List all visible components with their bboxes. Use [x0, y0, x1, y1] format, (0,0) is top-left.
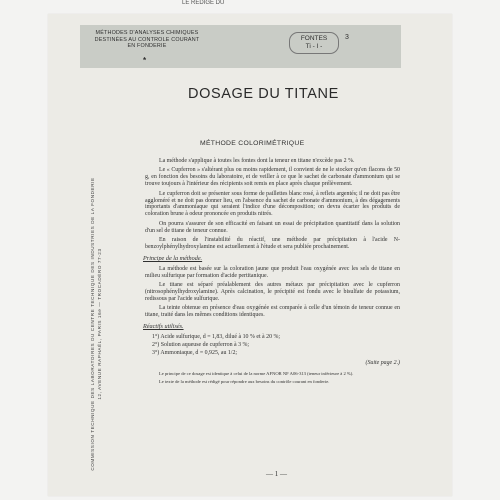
- reagents-list: [145, 334, 400, 357]
- side-line: 12, AVENUE RAPHAËL, PARIS 16e — TROCADÉRO 77-23: [97, 248, 102, 400]
- side-line: COMMISSION TECHNIQUE DES LABORATOIRES DU CENTRE TECHNIQUE DES INDUSTRIES DE LA FONDERIE: [90, 177, 95, 471]
- footnote: Le principe de ce dosage est identique à celui de la norme AFNOR NF A06-313 (teneur inférieure à 2 %).: [159, 370, 354, 376]
- methods-line: DESTINÉES AU CONTROLE COURANT: [94, 36, 200, 43]
- intro-paragraph: En raison de l'instabilité du réactif, une méthode par précipitation à l'acide N-benzoylphénylhydroxylamine est actuellement à l'étude et sera publiée prochainement.: [145, 237, 400, 250]
- page-title: DOSAGE DU TITANE: [188, 86, 339, 102]
- principle-paragraph: Le titane est séparé préalablement des autres métaux par précipitation avec le cupferron (nitrosophénylhydroxylamine). Après calcination, le précipité est fondu avec le bisulfate de potassium, redissous par l'acide sulfurique.: [145, 282, 400, 302]
- star-mark: *: [143, 56, 147, 65]
- category-badge: [289, 32, 339, 54]
- footnote: Le texte de la méthode est rédigé pour répondre aux besoins du contrôle courant en fonderie.: [159, 378, 330, 384]
- reagent-item: 3°) Ammoniaque, d = 0,925, au 1/2;: [152, 349, 238, 356]
- badge-line: FONTES: [300, 35, 328, 42]
- reagent-item: 1°) Acide sulfurique, d = 1,83, dilué à 10 % et à 20 %;: [152, 334, 281, 341]
- top-note: LE RÉDIGÉ DU: [182, 0, 225, 6]
- reagents-heading: Réactifs utilisés.: [143, 323, 184, 331]
- methods-line: MÉTHODES D'ANALYSES CHIMIQUES: [95, 30, 199, 36]
- document-body: [145, 158, 400, 387]
- method-subtitle: MÉTHODE COLORIMÉTRIQUE: [200, 140, 305, 147]
- reagent-item: 2°) Solution aqueuse de cupferron à 3 %;: [152, 341, 250, 348]
- intro-paragraph: La méthode s'applique à toutes les fontes dont la teneur en titane n'excède pas 2 %.: [159, 158, 355, 164]
- intro-paragraph: On pourra s'assurer de son efficacité en faisant un essai de précipitation quantitatif dans la solution d'un sel de titane de teneur connue.: [145, 220, 400, 234]
- badge-mark: 3: [345, 34, 349, 41]
- page-number: — 1 —: [266, 470, 287, 478]
- principle-heading: Principe de la méthode.: [143, 254, 203, 262]
- methods-line: EN FONDERIE: [127, 43, 167, 50]
- badge-line: Ti - I -: [305, 43, 323, 50]
- continued-note: (Suite page 2.): [365, 359, 400, 366]
- intro-paragraph: Le cupferron doit se présenter sous forme de paillettes blanc rosé, à reflets argentés; il ne doit pas être aggloméré et ne doit pas donner lieu, en l'absence du sachet de carbonate d'ammonium, à des dégagements importants d'ammoniaque qui seraient l'indice d'une décomposition; on devra écarter les produits de coloration brune à odeur prononcée en produits nitrés.: [145, 190, 400, 218]
- methods-label: [92, 30, 202, 50]
- intro-paragraph: Le « Cupferron » s'altérant plus ou moins rapidement, il convient de ne le stocker qu'en flacons de 50 g, en fonction des besoins du laboratoire, et de veiller à ce que le sachet de carbonate d'ammonium qui se trouve toujours à l'intérieur des récipients soit remis en place après chaque prélèvement.: [145, 167, 400, 188]
- principle-paragraph: La méthode est basée sur la coloration jaune que produit l'eau oxygénée avec les sels de titane en milieu sulfurique par formation d'acide pertitanique.: [145, 265, 400, 279]
- principle-paragraph: La teinte obtenue en présence d'eau oxygénée est comparée à celle d'un témoin de teneur connue en titane, traité dans les mêmes conditions identiques.: [145, 305, 400, 319]
- side-vertical-text: [89, 163, 119, 485]
